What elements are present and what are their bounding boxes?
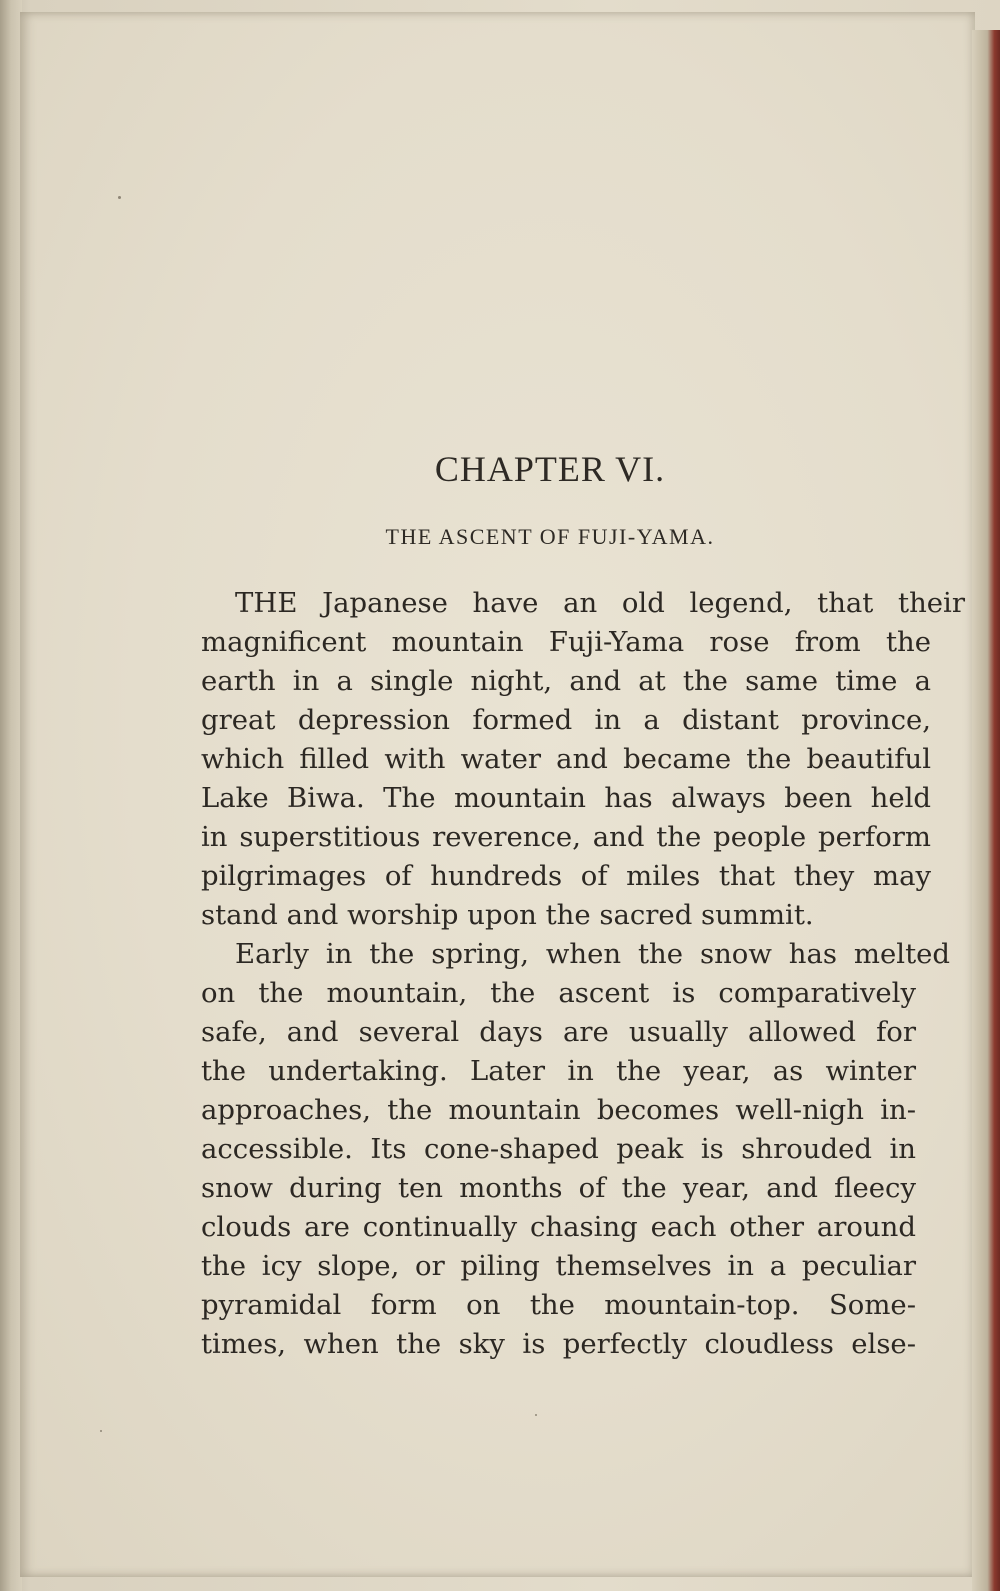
chapter-title: CHAPTER VI.: [434, 449, 666, 489]
section-title: THE ASCENT OF FUJI-YAMA.: [385, 524, 715, 549]
text-line: approaches, the mountain becomes well-nigh in-: [201, 1094, 916, 1126]
text-line: snow during ten months of the year, and fleecy: [201, 1172, 916, 1204]
drop-lead-word: THE: [235, 587, 298, 619]
text-line: earth in a single night, and at the same time a: [201, 665, 931, 697]
book-cover-edge: [972, 30, 1000, 1591]
text-line: magnificent mountain Fuji-Yama rose from the: [201, 626, 931, 658]
text-line: in superstitious reverence, and the people perform: [201, 821, 931, 853]
text-line: the undertaking. Later in the year, as winter: [201, 1055, 916, 1087]
text-line: accessible. Its cone-shaped peak is shrouded in: [201, 1133, 916, 1165]
text-line: which filled with water and became the beautiful: [201, 743, 931, 775]
paper-speck: [100, 1430, 102, 1432]
text-line: on the mountain, the ascent is comparatively: [201, 977, 916, 1009]
page-stack-edge: [0, 0, 22, 1591]
text-line: the icy slope, or piling themselves in a peculiar: [201, 1250, 916, 1282]
paragraph-2: [201, 935, 950, 1364]
text-line: Lake Biwa. The mountain has always been held: [201, 782, 931, 814]
text-line: times, when the sky is perfectly cloudless else-: [201, 1328, 916, 1360]
paper-speck: [535, 1414, 537, 1416]
text-line: clouds are continually chasing each other around: [201, 1211, 916, 1243]
text-line-content: Japanese have an old legend, that their: [297, 587, 965, 619]
text-line: stand and worship upon the sacred summit.: [201, 899, 814, 931]
paragraph-1: [201, 584, 965, 935]
text-line: pilgrimages of hundreds of miles that they may: [201, 860, 931, 892]
paper-speck: [118, 196, 121, 199]
text-line: pyramidal form on the mountain-top. Some-: [201, 1289, 916, 1321]
text-line: [201, 584, 965, 623]
text-line: safe, and several days are usually allowed for: [201, 1016, 916, 1048]
body-text: [201, 584, 965, 1364]
text-line: Early in the spring, when the snow has melted: [235, 938, 950, 970]
text-line: great depression formed in a distant province,: [201, 704, 931, 736]
